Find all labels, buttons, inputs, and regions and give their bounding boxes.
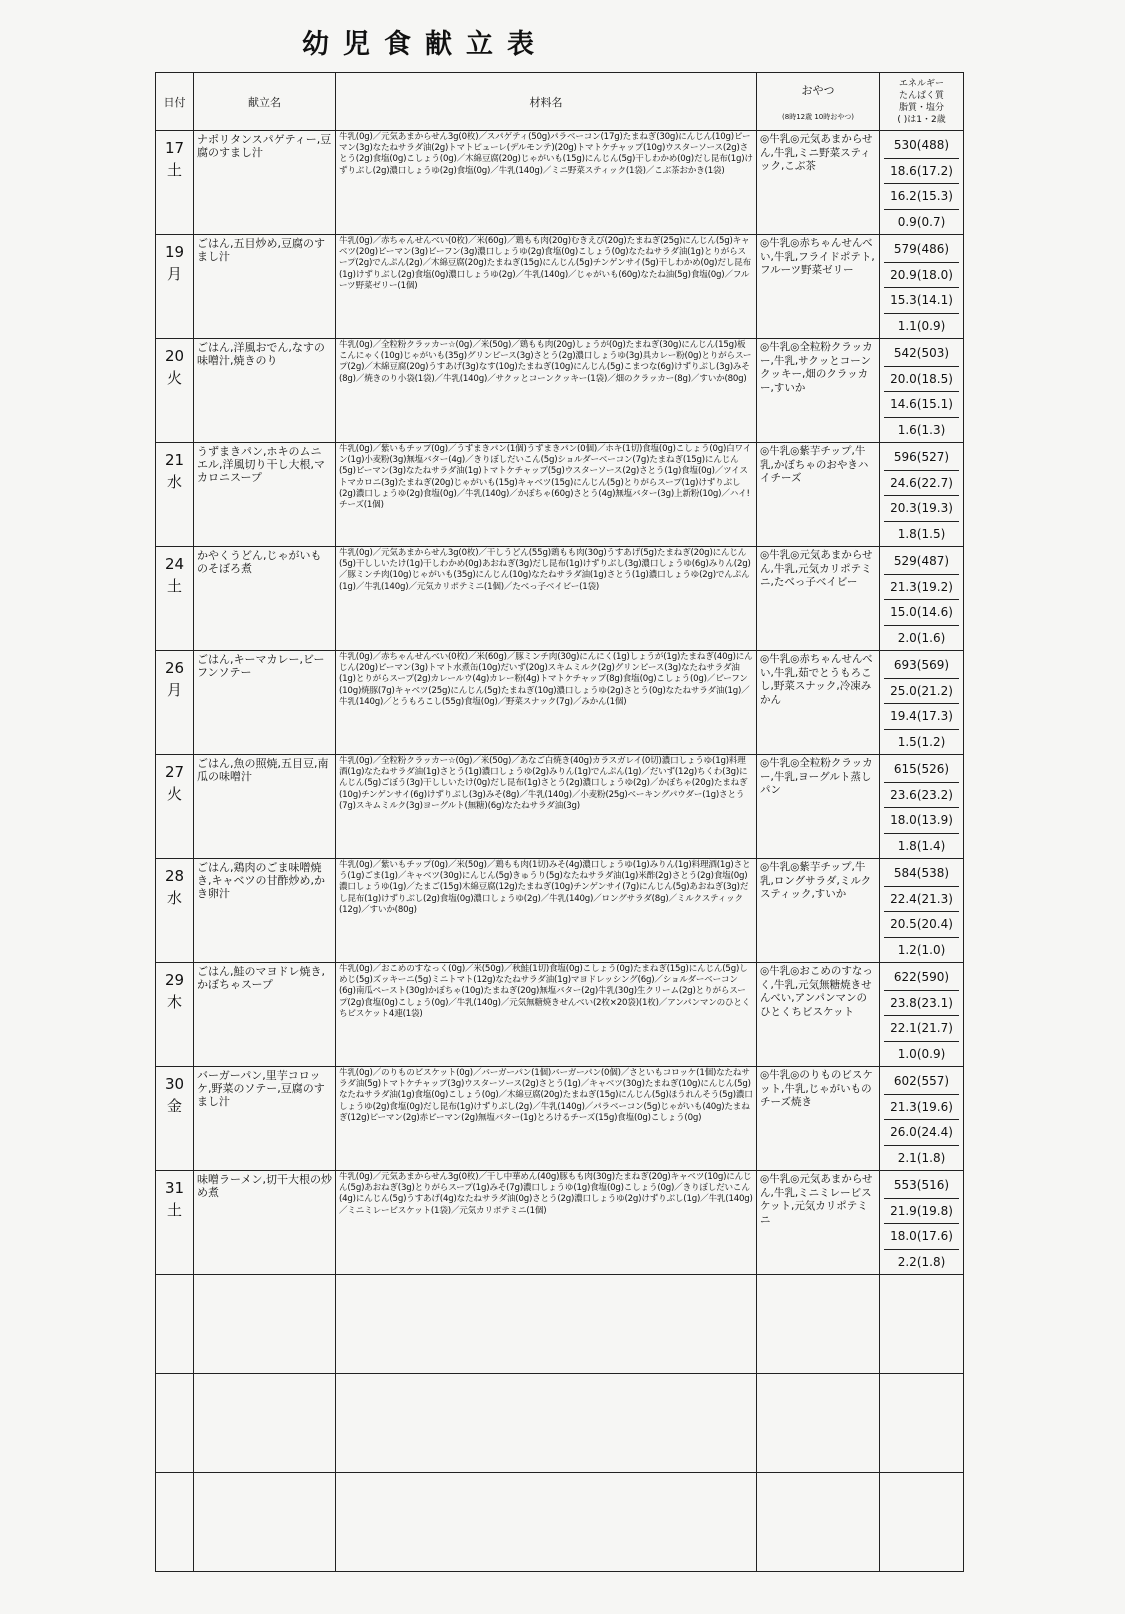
protein-value: 21.3(19.2) bbox=[884, 575, 959, 601]
nutrition-cell bbox=[880, 1171, 964, 1275]
date-cell bbox=[156, 963, 194, 1067]
protein-value: 20.0(18.5) bbox=[884, 367, 959, 393]
energy-value: 615(526) bbox=[884, 757, 959, 783]
header-row bbox=[156, 73, 964, 131]
fat-value: 18.0(17.6) bbox=[884, 1224, 959, 1250]
snack: ◎牛乳◎赤ちゃんせんべい,牛乳,フライドポテト,フルーツ野菜ゼリー bbox=[757, 235, 880, 339]
salt-value: 1.2(1.0) bbox=[897, 942, 946, 957]
date-number: 19 bbox=[164, 243, 185, 261]
menu-rows bbox=[156, 131, 964, 1572]
date-number: 27 bbox=[164, 763, 185, 781]
header-ingredients: 材料名 bbox=[336, 73, 757, 131]
date-number: 24 bbox=[164, 555, 185, 573]
salt-value: 1.8(1.5) bbox=[897, 526, 946, 541]
menu-name: うずまきパン,ホキのムニエル,洋風切り干し大根,マカロニスープ bbox=[194, 443, 336, 547]
protein-value: 18.6(17.2) bbox=[884, 159, 959, 185]
header-nutrition bbox=[880, 73, 964, 131]
header-fat-salt: 脂質・塩分 bbox=[898, 102, 944, 113]
date-cell bbox=[156, 859, 194, 963]
date-cell bbox=[156, 1067, 194, 1171]
nutrition-cell bbox=[880, 963, 964, 1067]
menu-name: バーガーパン,里芋コロッケ,野菜のソテー,豆腐のすまし汁 bbox=[194, 1067, 336, 1171]
protein-value: 23.6(23.2) bbox=[884, 783, 959, 809]
header-snack-label: おやつ bbox=[801, 83, 835, 97]
salt-value: 1.6(1.3) bbox=[897, 422, 946, 437]
date-number: 29 bbox=[164, 971, 185, 989]
empty-cell bbox=[194, 1473, 336, 1572]
menu-name: ごはん,キーマカレー,ビーフンソテー bbox=[194, 651, 336, 755]
table-row bbox=[156, 131, 964, 235]
ingredients: 牛乳(0g)／のりものビスケット(0g)／バーガーパン(1個)バーガーパン(0個)／さといもコロッケ(1個)なたねサラダ油(5g)トマトケチャップ(3g)ウスターソース(2g)さとう(1g)／キャベツ(30g)たまねぎ(10g)にんじん(5g)なたねサラダ油(1g)食塩(0g)こしょう(0g)／木綿豆腐(20g)たまねぎ(15g)にんじん(5g)ほうれんそう(5g)濃口しょうゆ(2g)食塩(0g)だし昆布(1g)けずりぶし(2g)／牛乳(140g)／パラベーコン(5g)じゃがいも(40g)たまねぎ(12g)ピーマン(2g)赤ピーマン(2g)無塩バター(1g)とろけるチーズ(15g)食塩(0g)こしょう(0g) bbox=[336, 1067, 757, 1171]
empty-row bbox=[156, 1473, 964, 1572]
fat-value: 16.2(15.3) bbox=[884, 184, 959, 210]
empty-cell bbox=[336, 1275, 757, 1374]
header-protein: たんぱく質 bbox=[898, 90, 944, 101]
empty-cell bbox=[880, 1473, 964, 1572]
fat-value: 14.6(15.1) bbox=[884, 392, 959, 418]
header-date: 日付 bbox=[156, 73, 194, 131]
page-title: 幼児食献立表 bbox=[302, 29, 548, 60]
weekday: 水 bbox=[166, 473, 182, 491]
nutrition-cell bbox=[880, 651, 964, 755]
fat-value: 22.1(21.7) bbox=[884, 1016, 959, 1042]
empty-cell bbox=[156, 1275, 194, 1374]
energy-value: 542(503) bbox=[884, 341, 959, 367]
empty-cell bbox=[194, 1374, 336, 1473]
fat-value: 15.0(14.6) bbox=[884, 600, 959, 626]
ingredients: 牛乳(0g)／赤ちゃんせんべい(0枚)／米(60g)／鶏もも肉(20g)むきえび(20g)たまねぎ(25g)にんじん(5g)キャベツ(20g)ピーマン(3g)ビーフン(3g)濃口しょうゆ(2g)食塩(0g)こしょう(0g)なたねサラダ油(1g)とりがらスープ(2g)でんぷん(2g)／木綿豆腐(20g)たまねぎ(15g)にんじん(5g)チンゲンサイ(5g)干しわかめ(0g)だし昆布(1g)けずりぶし(2g)食塩(0g)濃口しょうゆ(2g)／牛乳(140g)／じゃがいも(60g)なたね油(5g)食塩(0g)／フルーツ野菜ゼリー(1個) bbox=[336, 235, 757, 339]
nutrition-cell bbox=[880, 235, 964, 339]
nutrition-cell bbox=[880, 547, 964, 651]
energy-value: 579(486) bbox=[884, 237, 959, 263]
snack: ◎牛乳◎のりものビスケット,牛乳,じゃがいものチーズ焼き bbox=[757, 1067, 880, 1171]
ingredients: 牛乳(0g)／全粒粉クラッカー☆(0g)／米(50g)／あなご白焼き(40g)カラスガレイ(0切)濃口しょうゆ(1g)料理酒(1g)なたねサラダ油(1g)さとう(1g)濃口しょうゆ(2g)みりん(1g)でんぷん(1g)／だいず(12g)ちくわ(3g)にんじん(5g)ごぼう(3g)干ししいたけ(0g)だし昆布(1g)さとう(2g)濃口しょうゆ(2g)／かぼちゃ(20g)たまねぎ(10g)チンゲンサイ(6g)けずりぶし(3g)みそ(8g)／牛乳(140g)／小麦粉(25g)ベーキングパウダー(1g)さとう(7g)スキムミルク(3g)ヨーグルト(無糖)(6g)なたねサラダ油(3g) bbox=[336, 755, 757, 859]
empty-cell bbox=[757, 1473, 880, 1572]
empty-cell bbox=[757, 1374, 880, 1473]
energy-value: 584(538) bbox=[884, 861, 959, 887]
menu-name: ごはん,五目炒め,豆腐のすまし汁 bbox=[194, 235, 336, 339]
nutrition-cell bbox=[880, 131, 964, 235]
date-number: 31 bbox=[164, 1179, 185, 1197]
date-number: 21 bbox=[164, 451, 185, 469]
menu-name: ごはん,洋風おでん,なすの味噌汁,焼きのり bbox=[194, 339, 336, 443]
weekday: 水 bbox=[166, 889, 182, 907]
nutrition-cell bbox=[880, 1067, 964, 1171]
ingredients: 牛乳(0g)／おこめのすなっく(0g)／米(50g)／秋鮭(1切)食塩(0g)こしょう(0g)たまねぎ(15g)にんじん(5g)しめじ(5g)ズッキーニ(5g)ミニトマト(12g)なたねサラダ油(1g)マヨドレッシング(6g)／ショルダーベーコン(6g)南瓜ペースト(30g)かぼちゃ(10g)たまねぎ(20g)無塩バター(2g)牛乳(30g)生クリーム(2g)とりがらスープ(2g)食塩(0g)こしょう(0g)／牛乳(140g)／元気無糖焼きせんべい(2枚×20袋)(1枚)／アンパンマンのひとくちビスケット4連(1袋) bbox=[336, 963, 757, 1067]
protein-value: 21.9(19.8) bbox=[884, 1199, 959, 1225]
weekday: 火 bbox=[166, 785, 182, 803]
empty-cell bbox=[156, 1374, 194, 1473]
ingredients: 牛乳(0g)／元気あまからせん3g(0枚)／干しうどん(55g)鶏もも肉(30g)うすあげ(5g)たまねぎ(20g)にんじん(5g)干ししいたけ(1g)干しわかめ(0g)あおねぎ(3g)だし昆布(1g)けずりぶし(3g)濃口しょうゆ(6g)みりん(2g)／豚ミンチ肉(10g)じゃがいも(35g)にんじん(10g)なたねサラダ油(1g)さとう(1g)濃口しょうゆ(2g)でんぷん(1g)／牛乳(140g)／元気カリポテミニ(1個)／たべっ子ベイビー(1袋) bbox=[336, 547, 757, 651]
menu-name: かやくうどん,じゃがいものそぼろ煮 bbox=[194, 547, 336, 651]
protein-value: 21.3(19.6) bbox=[884, 1095, 959, 1121]
salt-value: 1.5(1.2) bbox=[897, 734, 946, 749]
energy-value: 530(488) bbox=[884, 133, 959, 159]
salt-value: 1.0(0.9) bbox=[897, 1046, 946, 1061]
snack: ◎牛乳◎紫芋チップ,牛乳,ロングサラダ,ミルクスティック,すいか bbox=[757, 859, 880, 963]
date-number: 30 bbox=[164, 1075, 185, 1093]
snack: ◎牛乳◎元気あまからせん,牛乳,元気カリポテミニ,たべっ子ベイビー bbox=[757, 547, 880, 651]
salt-value: 2.0(1.6) bbox=[897, 630, 946, 645]
table-row bbox=[156, 1171, 964, 1275]
table-row bbox=[156, 443, 964, 547]
energy-value: 693(569) bbox=[884, 653, 959, 679]
empty-cell bbox=[156, 1473, 194, 1572]
fat-value: 20.5(20.4) bbox=[884, 912, 959, 938]
snack: ◎牛乳◎紫芋チップ,牛乳,かぼちゃのおやきハイチーズ bbox=[757, 443, 880, 547]
date-cell bbox=[156, 131, 194, 235]
date-cell bbox=[156, 339, 194, 443]
snack: ◎牛乳◎元気あまからせん,牛乳,ミニ野菜スティック,こぶ茶 bbox=[757, 131, 880, 235]
salt-value: 1.8(1.4) bbox=[897, 838, 946, 853]
date-cell bbox=[156, 755, 194, 859]
table-row bbox=[156, 235, 964, 339]
table-row bbox=[156, 1067, 964, 1171]
weekday: 土 bbox=[166, 161, 182, 179]
empty-cell bbox=[336, 1473, 757, 1572]
ingredients: 牛乳(0g)／赤ちゃんせんべい(0枚)／米(60g)／豚ミンチ肉(30g)にんにく(1g)しょうが(1g)たまねぎ(40g)にんじん(20g)ピーマン(3g)トマト水煮缶(10g)だいず(20g)スキムミルク(2g)グリンピース(3g)なたねサラダ油(1g)とりがらスープ(2g)カレールウ(4g)カレー粉(4g)トマトケチャップ(8g)食塩(0g)こしょう(0g)／ビーフン(10g)焼豚(7g)キャベツ(25g)にんじん(5g)たまねぎ(10g)濃口しょうゆ(2g)さとう(0g)なたねサラダ油(1g)／牛乳(140g)／とうもろこし(55g)食塩(0g)／野菜スナック(7g)／みかん(1個) bbox=[336, 651, 757, 755]
empty-row bbox=[156, 1275, 964, 1374]
menu-name: ごはん,魚の照焼,五目豆,南瓜の味噌汁 bbox=[194, 755, 336, 859]
snack: ◎牛乳◎元気あまからせん,牛乳,ミニミレービスケット,元気カリポテミニ bbox=[757, 1171, 880, 1275]
table-row bbox=[156, 651, 964, 755]
salt-value: 1.1(0.9) bbox=[897, 318, 946, 333]
energy-value: 622(590) bbox=[884, 965, 959, 991]
ingredients: 牛乳(0g)／元気あまからせん3g(0枚)／干し中華めん(40g)豚もも肉(30g)たまねぎ(20g)キャベツ(10g)にんじん(5g)あおねぎ(3g)とりがらスープ(1g)みそ(7g)濃口しょうゆ(1g)食塩(0g)こしょう(0g)／きりぼしだいこん(4g)にんじん(5g)うすあげ(4g)なたねサラダ油(0g)さとう(2g)濃口しょうゆ(2g)けずりぶし(1g)／牛乳(140g)／ミニミレービスケット(1袋)／元気カリポテミニ(1個) bbox=[336, 1171, 757, 1275]
header-menu: 献立名 bbox=[194, 73, 336, 131]
fat-value: 18.0(13.9) bbox=[884, 808, 959, 834]
date-cell bbox=[156, 651, 194, 755]
menu-name: ナポリタンスパゲティー,豆腐のすまし汁 bbox=[194, 131, 336, 235]
nutrition-cell bbox=[880, 443, 964, 547]
energy-value: 602(557) bbox=[884, 1069, 959, 1095]
menu-name: ごはん,鮭のマヨドレ焼き,かぼちゃスープ bbox=[194, 963, 336, 1067]
weekday: 土 bbox=[166, 1201, 182, 1219]
salt-value: 2.1(1.8) bbox=[897, 1150, 946, 1165]
weekday: 土 bbox=[166, 577, 182, 595]
weekday: 火 bbox=[166, 369, 182, 387]
table-row bbox=[156, 859, 964, 963]
fat-value: 20.3(19.3) bbox=[884, 496, 959, 522]
table-row bbox=[156, 547, 964, 651]
nutrition-cell bbox=[880, 339, 964, 443]
date-cell bbox=[156, 443, 194, 547]
weekday: 月 bbox=[166, 681, 182, 699]
ingredients: 牛乳(0g)／紫いもチップ(0g)／うずまきパン(1個)うずまきパン(0個)／ホキ(1切)食塩(0g)こしょう(0g)白ワイン(1g)小麦粉(3g)無塩バター(4g)／きりぼしだいこん(5g)ショルダーベーコン(7g)たまねぎ(15g)にんじん(5g)ピーマン(3g)なたねサラダ油(1g)トマトケチャップ(5g)ウスターソース(2g)さとう(1g)食塩(0g)／ツイストマカロニ(3g)たまねぎ(20g)じゃがいも(15g)キャベツ(15g)にんじん(5g)とりがらスープ(1g)けずりぶし(2g)濃口しょうゆ(2g)食塩(0g)／牛乳(140g)／かぼちゃ(60g)さとう(4g)無塩バター(3g)上新粉(10g)／ハイ!チーズ(1個) bbox=[336, 443, 757, 547]
snack: ◎牛乳◎赤ちゃんせんべい,牛乳,茹でとうもろこし,野菜スナック,冷凍みかん bbox=[757, 651, 880, 755]
header-age-note: ( )は1・2歳 bbox=[897, 114, 946, 125]
salt-value: 0.9(0.7) bbox=[897, 214, 946, 229]
ingredients: 牛乳(0g)／元気あまからせん3g(0枚)／スパゲティ(50g)パラベーコン(17g)たまねぎ(30g)にんじん(10g)ピーマン(3g)なたねサラダ油(2g)トマトピューレ(デルモンテ)(20g)トマトケチャップ(10g)ウスターソース(2g)さとう(2g)食塩(0g)こしょう(0g)／木綿豆腐(20g)じゃがいも(15g)にんじん(5g)干しわかめ(0g)だし昆布(1g)けずりぶし(2g)濃口しょうゆ(2g)食塩(0g)／牛乳(140g)／ミニ野菜スティック(1袋)／こぶ茶おかき(1袋) bbox=[336, 131, 757, 235]
salt-value: 2.2(1.8) bbox=[897, 1254, 946, 1269]
energy-value: 529(487) bbox=[884, 549, 959, 575]
menu-name: 味噌ラーメン,切干大根の炒め煮 bbox=[194, 1171, 336, 1275]
date-number: 20 bbox=[164, 347, 185, 365]
nutrition-cell bbox=[880, 755, 964, 859]
snack: ◎牛乳◎おこめのすなっく,牛乳,元気無糖焼きせんべい,アンパンマンのひとくちビスケット bbox=[757, 963, 880, 1067]
protein-value: 22.4(21.3) bbox=[884, 887, 959, 913]
header-snack-note: (8時12歳 10時おやつ) bbox=[782, 112, 854, 121]
table-row bbox=[156, 339, 964, 443]
menu-name: ごはん,鶏肉のごま味噌焼き,キャベツの甘酢炒め,かき卵汁 bbox=[194, 859, 336, 963]
energy-value: 553(516) bbox=[884, 1173, 959, 1199]
empty-row bbox=[156, 1374, 964, 1473]
ingredients: 牛乳(0g)／紫いもチップ(0g)／米(50g)／鶏もも肉(1切)みそ(4g)濃口しょうゆ(1g)みりん(1g)料理酒(1g)さとう(1g)ごま(1g)／キャベツ(30g)にんじん(5g)きゅうり(5g)なたねサラダ油(1g)米酢(2g)さとう(2g)食塩(0g)濃口しょうゆ(1g)／たまご(15g)木綿豆腐(12g)たまねぎ(10g)チンゲンサイ(7g)にんじん(5g)あおねぎ(3g)だし昆布(1g)けずりぶし(2g)食塩(0g)濃口しょうゆ(2g)／牛乳(140g)／ロングサラダ(8g)／ミルクスティック(12g)／すいか(80g) bbox=[336, 859, 757, 963]
date-cell bbox=[156, 547, 194, 651]
empty-cell bbox=[880, 1374, 964, 1473]
header-snack bbox=[757, 73, 880, 131]
date-cell bbox=[156, 1171, 194, 1275]
menu-table bbox=[155, 72, 964, 1572]
date-number: 28 bbox=[164, 867, 185, 885]
weekday: 木 bbox=[166, 993, 182, 1011]
energy-value: 596(527) bbox=[884, 445, 959, 471]
fat-value: 26.0(24.4) bbox=[884, 1120, 959, 1146]
protein-value: 20.9(18.0) bbox=[884, 263, 959, 289]
empty-cell bbox=[194, 1275, 336, 1374]
fat-value: 19.4(17.3) bbox=[884, 704, 959, 730]
snack: ◎牛乳◎全粒粉クラッカー,牛乳,ヨーグルト蒸しパン bbox=[757, 755, 880, 859]
empty-cell bbox=[880, 1275, 964, 1374]
nutrition-cell bbox=[880, 859, 964, 963]
snack: ◎牛乳◎全粒粉クラッカー,牛乳,サクッとコーンクッキー,畑のクラッカー,すいか bbox=[757, 339, 880, 443]
empty-cell bbox=[757, 1275, 880, 1374]
ingredients: 牛乳(0g)／全粒粉クラッカー☆(0g)／米(50g)／鶏もも肉(20g)しょうが(0g)たまねぎ(30g)にんじん(15g)板こんにゃく(10g)じゃがいも(35g)グリンピース(3g)さとう(2g)濃口しょうゆ(3g)具カレー粉(0g)とりがらスープ(2g)／木綿豆腐(20g)うすあげ(3g)なす(10g)たまねぎ(10g)にんじん(5g)こまつな(6g)けずりぶし(3g)みそ(8g)／焼きのり小袋(1袋)／牛乳(140g)／サクッとコーンクッキー(1袋)／畑のクラッカー(8g)／すいか(80g) bbox=[336, 339, 757, 443]
protein-value: 23.8(23.1) bbox=[884, 991, 959, 1017]
fat-value: 15.3(14.1) bbox=[884, 288, 959, 314]
date-cell bbox=[156, 235, 194, 339]
date-number: 26 bbox=[164, 659, 185, 677]
header-energy: エネルギー bbox=[898, 78, 944, 89]
date-number: 17 bbox=[164, 139, 185, 157]
protein-value: 25.0(21.2) bbox=[884, 679, 959, 705]
table-row bbox=[156, 755, 964, 859]
protein-value: 24.6(22.7) bbox=[884, 471, 959, 497]
weekday: 金 bbox=[166, 1097, 182, 1115]
weekday: 月 bbox=[166, 265, 182, 283]
empty-cell bbox=[336, 1374, 757, 1473]
table-row bbox=[156, 963, 964, 1067]
